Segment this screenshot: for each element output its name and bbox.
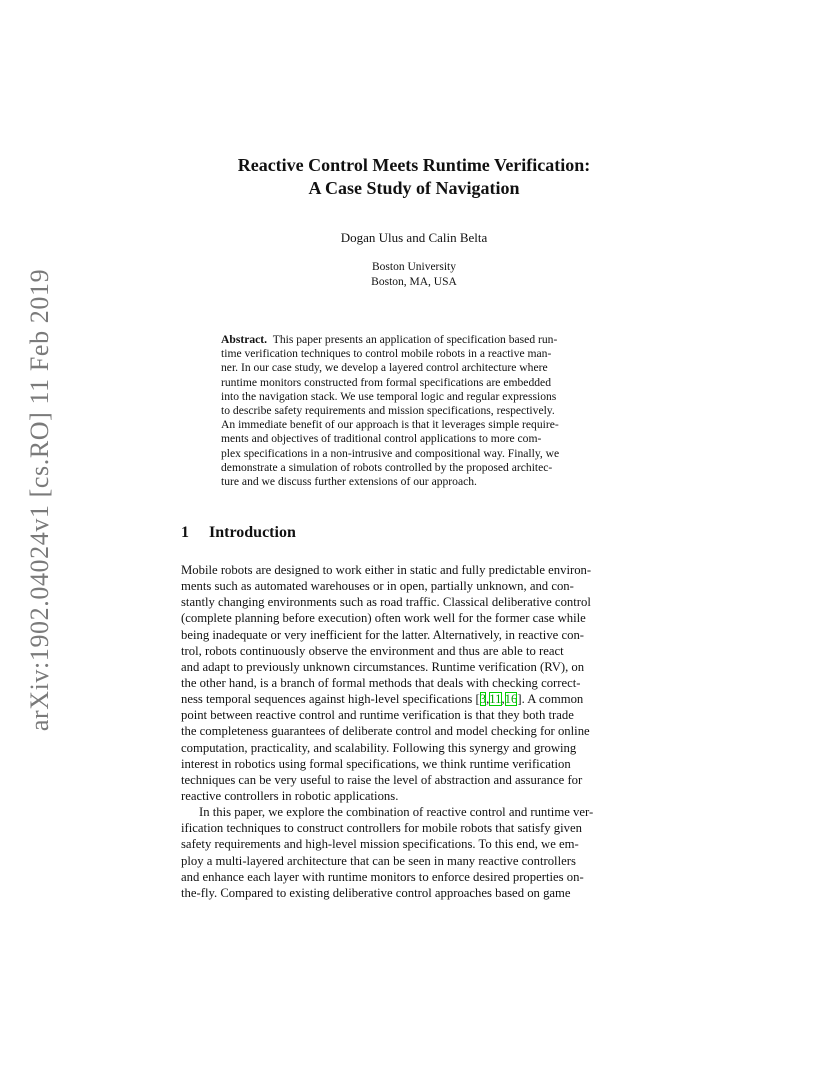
- section-title: Introduction: [209, 524, 296, 541]
- title-line-1: Reactive Control Meets Runtime Verification:: [237, 155, 591, 175]
- abstract-line: ture and we discuss further extensions of our approach.: [221, 474, 477, 488]
- body-text-span: ness temporal sequences against high-level specifications [: [181, 692, 480, 707]
- body-line: being inadequate or very inefficient for the latter. Alternatively, in reactive con-: [181, 627, 585, 642]
- body-text-span: ]. A common: [517, 692, 584, 707]
- arxiv-identifier: arXiv:1902.04024v1 [cs.RO] 11 Feb 2019: [25, 268, 54, 732]
- body-line: ification techniques to construct controllers for mobile robots that satisfy given: [181, 821, 582, 836]
- arxiv-sidebar: [25, 268, 54, 732]
- abstract-line: plex specifications in a non-intrusive and compositional way. Finally, we: [221, 446, 560, 460]
- body-line: Mobile robots are designed to work either in static and fully predictable environ-: [181, 563, 592, 577]
- abstract-text: This paper presents an application of specification based run-: [272, 333, 558, 346]
- citation-link-16[interactable]: 16: [504, 692, 518, 707]
- body-line: the completeness guarantees of deliberate control and model checking for online: [181, 724, 590, 739]
- abstract-line: into the navigation stack. We use temporal logic and regular expressions: [221, 389, 557, 403]
- body-line: reactive controllers in robotic applications.: [181, 788, 399, 803]
- abstract-line: An immediate benefit of our approach is that it leverages simple require-: [221, 418, 559, 432]
- body-line: ments such as automated warehouses or in open, partially unknown, and con-: [181, 579, 574, 594]
- affiliation-line-2: Boston, MA, USA: [371, 276, 457, 288]
- citation-link-3[interactable]: 3: [479, 692, 487, 707]
- body-line: the-fly. Compared to existing deliberative control approaches based on game: [181, 885, 571, 900]
- body-line: the other hand, is a branch of formal methods that deals with checking correct-: [181, 675, 581, 690]
- body-line: and adapt to previously unknown circumstances. Runtime verification (RV), on: [181, 659, 585, 674]
- citation-link-11[interactable]: 11: [489, 692, 502, 707]
- body-line: safety requirements and high-level mission specifications. To this end, we em-: [181, 837, 579, 852]
- paper-title: [150, 154, 678, 200]
- body-line: techniques can be very useful to raise the level of abstraction and assurance for: [181, 772, 583, 787]
- affiliation: [150, 260, 678, 290]
- abstract-line: ments and objectives of traditional control applications to more com-: [221, 432, 542, 446]
- abstract-line: runtime monitors constructed from formal specifications are embedded: [221, 375, 551, 389]
- body-line: trol, robots continuously observe the environment and thus are able to react: [181, 643, 564, 658]
- title-line-2: A Case Study of Navigation: [308, 178, 520, 198]
- affiliation-line-1: Boston University: [371, 261, 456, 273]
- body-line: computation, practicality, and scalability. Following this synergy and growing: [181, 740, 577, 755]
- body-line: and enhance each layer with runtime monitors to enforce desired properties on-: [181, 869, 584, 884]
- body-line: In this paper, we explore the combination of reactive control and runtime ver-: [199, 805, 594, 820]
- body-text: [181, 562, 651, 901]
- authors: Dogan Ulus and Calin Belta: [340, 230, 488, 245]
- abstract-line: demonstrate a simulation of robots controlled by the proposed architec-: [221, 460, 553, 474]
- abstract: [221, 333, 641, 489]
- body-line: stantly changing environments such as road traffic. Classical deliberative control: [181, 595, 591, 610]
- section-number: 1: [181, 524, 189, 541]
- abstract-line: time verification techniques to control mobile robots in a reactive man-: [221, 347, 552, 361]
- body-line: (complete planning before execution) often work well for the former case while: [181, 611, 586, 626]
- body-line: ploy a multi-layered architecture that can be seen in many reactive controllers: [181, 853, 576, 868]
- abstract-line: [221, 333, 641, 347]
- abstract-line: to describe safety requirements and mission specifications, respectively.: [221, 403, 555, 417]
- body-line: interest in robotics using formal specifications, we think runtime verification: [181, 756, 571, 771]
- abstract-line: ner. In our case study, we develop a layered control architecture where: [221, 361, 548, 375]
- body-line: ness temporal sequences against high-level specifications [3,11,16]. A common: [181, 692, 584, 707]
- body-line: point between reactive control and runtime verification is that they both trade: [181, 708, 574, 723]
- abstract-keyword: Abstract.: [221, 333, 268, 346]
- section-heading: [181, 524, 296, 542]
